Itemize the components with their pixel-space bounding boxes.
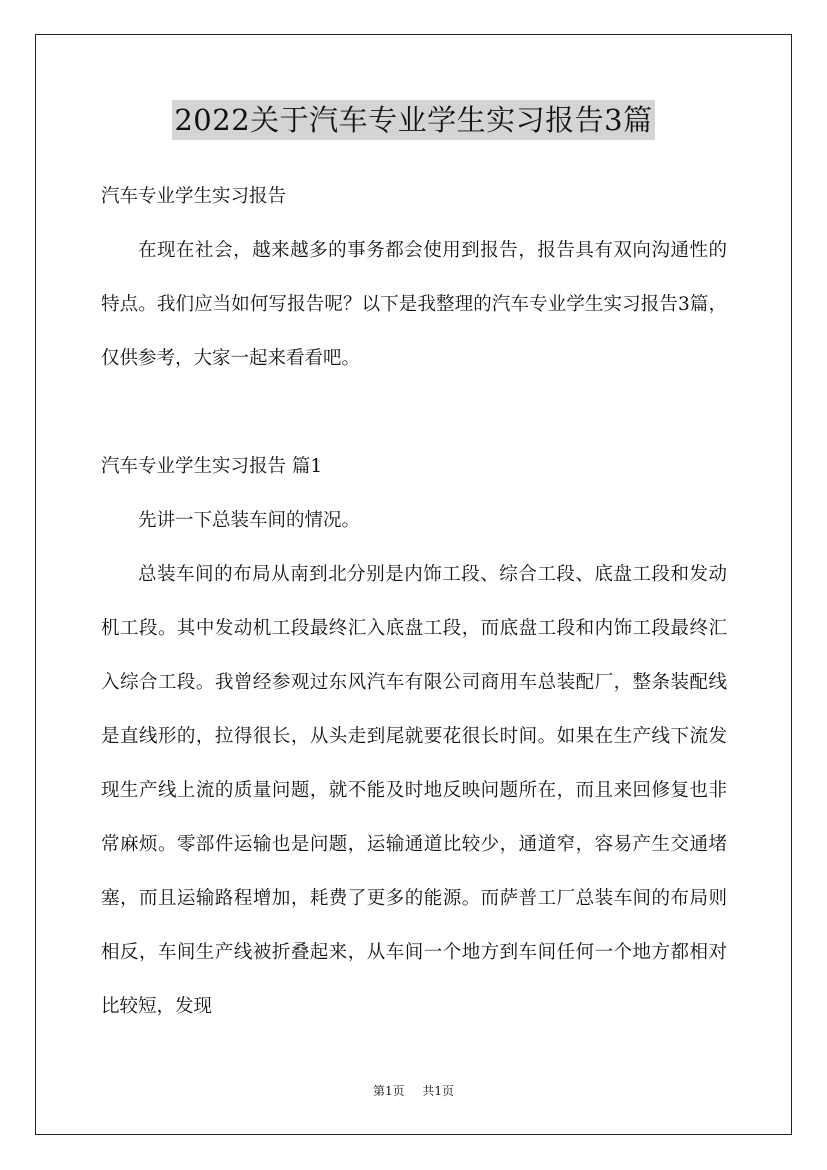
page-footer	[0, 1083, 827, 1099]
document-subtitle: 汽车专业学生实习报告	[101, 186, 287, 207]
document-body	[101, 170, 727, 1034]
document-title: 2022关于汽车专业学生实习报告3篇	[172, 100, 654, 140]
section-paragraph: 总装车间的布局从南到北分别是内饰工段、综合工段、底盘工段和发动机工段。其中发动机工段最终汇入底盘工段，而底盘工段和内饰工段最终汇入综合工段。我曾经参观过东风汽车有限公司商用车总装配厂，整条装配线是直线形的，拉得很长，从头走到尾就要花很长时间。如果在生产线下流发现生产线上流的质量问题，就不能及时地反映问题所在，而且来回修复也非常麻烦。零部件运输也是问题，运输通道比较少，通道窄，容易产生交通堵塞，而且运输路程增加，耗费了更多的能源。而萨普工厂总装车间的布局则相反，车间生产线被折叠起来，从车间一个地方到车间任何一个地方都相对比较短，发现	[101, 564, 727, 1017]
title-container	[0, 100, 827, 140]
page-number: 第1页	[373, 1084, 405, 1098]
intro-paragraph: 在现在社会，越来越多的事务都会使用到报告，报告具有双向沟通性的特点。我们应当如何写报告呢？以下是我整理的汽车专业学生实习报告3篇，仅供参考，大家一起来看看吧。	[101, 240, 727, 369]
section-paragraph: 先讲一下总装车间的情况。	[138, 510, 361, 531]
page-total: 共1页	[422, 1084, 454, 1098]
section-heading: 汽车专业学生实习报告 篇1	[101, 456, 323, 477]
paragraph-spacer	[101, 386, 727, 440]
